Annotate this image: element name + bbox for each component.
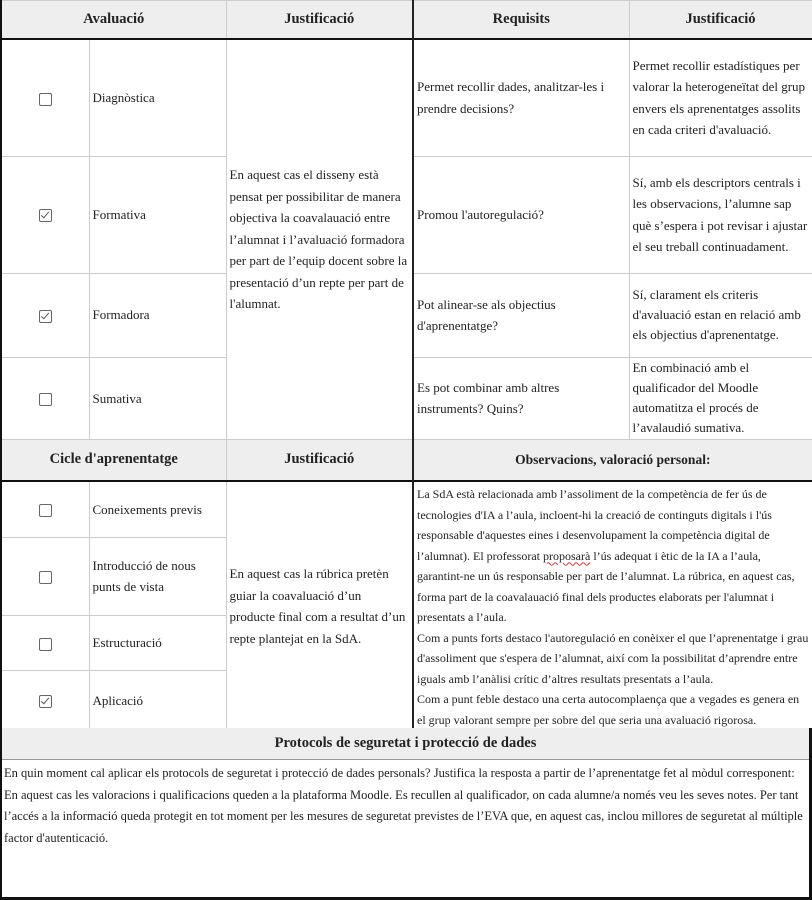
evaluation-header-row: [1, 1, 812, 40]
cycle-justification: En aquest cas la rúbrica pretèn guiar la coavaluació d’un producte final com a resultat d’un repte plantejat en la SdA.: [226, 481, 413, 731]
evaluation-type-label: Formadora: [89, 273, 226, 357]
header-justificacio-cicle: Justificació: [226, 440, 413, 482]
evaluation-type-label: Diagnòstica: [89, 39, 226, 156]
cycle-phase-label: Introducció de nous punts de vista: [89, 537, 226, 615]
header-avaluacio: Avaluació: [1, 1, 226, 40]
requirement-answer: En combinació amb el qualificador del Moodle automatitza el procés de l’avalaudió sumativa.: [629, 357, 812, 440]
observations-paragraph-1: La SdA està relacionada amb l’assoliment de la competència de fer ús de tecnologies d'IA a l’aula, incloent-hi la creació de continguts digitals i l'ús responsable d'aquestes eines i desenvolupament la competència digital de l’alumnat). El professorat proposarà l’ús adequat i ètic de la IA a l’aula, garantint-ne un ús responsable per part de l’alumnat. La rúbrica, en aquest cas, forma part de la coavalauació final dels productes elaborats per l'alumnat i presentats a l’aula.: [417, 487, 795, 624]
protocols-body: [1, 760, 811, 899]
header-justificacio-requisits: Justificació: [629, 1, 812, 40]
requirement-question: Es pot combinar amb altres instruments? Quins?: [413, 357, 629, 440]
cycle-phase-label: Aplicació: [89, 671, 226, 731]
checkbox-cell[interactable]: [1, 357, 89, 440]
requirement-answer: Sí, amb els descriptors centrals i les observacions, l’alumne sap què s’espera i pot revisar i ajustar el seu treball continuadament.: [629, 156, 812, 273]
cycle-row: [1, 481, 812, 537]
header-justificacio: Justificació: [226, 1, 413, 40]
protocols-title: Protocols de seguretat i protecció de dades: [1, 728, 811, 760]
protocols-answer: En aquest cas les valoracions i qualificacions queden a la plataforma Moodle. Es recullen al qualificador, on cada alumne/a només veu les seves notes. Per tant l’accés a la informació queda protegit en tot moment per les mesures de seguretat previstes de l’EVA que, en aquest cas, inclou millores de seguretat al múltiple factor d'autenticació.: [4, 787, 803, 845]
requirement-question: Pot alinear-se als objectius d'aprenentatge?: [413, 273, 629, 357]
checkbox-aplicacio-checked-icon[interactable]: [39, 695, 52, 708]
requirement-answer: Permet recollir estadístiques per valorar la heterogeneïtat del grup envers els aprenentatges assolits en cada criteri d'avaluació.: [629, 39, 812, 156]
header-cicle-aprenentatge: Cicle d'aprenentatge: [1, 440, 226, 482]
checkbox-introduccio-icon[interactable]: [39, 571, 52, 584]
cycle-phase-label: Estructuració: [89, 616, 226, 671]
evaluation-type-label: Sumativa: [89, 357, 226, 440]
protocols-header-row: [1, 728, 811, 760]
learning-cycle-table: [0, 439, 812, 732]
checkbox-cell[interactable]: [1, 273, 89, 357]
checkbox-cell[interactable]: [1, 156, 89, 273]
header-observacions: Observacions, valoració personal:: [413, 440, 812, 482]
observations-text: [413, 481, 812, 731]
evaluation-type-label: Formativa: [89, 156, 226, 273]
requirement-question: Promou l'autoregulació?: [413, 156, 629, 273]
checkbox-cell[interactable]: [1, 671, 89, 731]
checkbox-estructuracio-icon[interactable]: [39, 638, 52, 651]
requirement-answer: Sí, clarament els criteris d'avaluació estan en relació amb els objectius d'aprenentatge.: [629, 273, 812, 357]
observations-paragraph-3: Com a punt feble destaco una certa autocomplaença que a vegades es genera en el grup valorant sempre per sobre del que seria una avaluació rigorosa.: [417, 692, 800, 727]
checkbox-formadora-checked-icon[interactable]: [39, 310, 52, 323]
evaluation-row: [1, 39, 812, 156]
checkbox-cell[interactable]: [1, 39, 89, 156]
checkbox-cell[interactable]: [1, 481, 89, 537]
checkbox-sumativa-icon[interactable]: [39, 393, 52, 406]
checkbox-cell[interactable]: [1, 537, 89, 615]
requirement-question: Permet recollir dades, analitzar-les i prendre decisions?: [413, 39, 629, 156]
observations-paragraph-2: Com a punts forts destaco l'autoregulació en conèixer el que l’aprenentatge i grau d'assoliment que s'espera de l’alumnat, així com la possibilitat d’aprendre entre iguals amb l’anàlisi crític d’altres resultats presentats a l’aula.: [417, 630, 809, 686]
checkbox-coneixements-previs-icon[interactable]: [39, 504, 52, 517]
cycle-header-row: [1, 440, 812, 482]
header-requisits: Requisits: [413, 1, 629, 40]
protocols-body-row: [1, 760, 811, 899]
protocols-question: En quin moment cal aplicar els protocols de seguretat i protecció de dades personals? Justifica la resposta a partir de l’aprenentatge fet al mòdul corresponent:: [4, 766, 795, 780]
checkbox-diagnostica-icon[interactable]: [39, 93, 52, 106]
checkbox-formativa-checked-icon[interactable]: [39, 209, 52, 222]
cycle-phase-label: Coneixements previs: [89, 481, 226, 537]
evaluation-table: [0, 0, 812, 441]
checkbox-cell[interactable]: [1, 616, 89, 671]
protocols-table: [0, 728, 812, 900]
misspelled-word[interactable]: proposarà: [542, 548, 591, 563]
evaluation-justification: En aquest cas el disseny està pensat per possibilitar de manera objectiva la coavalauació entre l’alumnat i l’avaluació formadora per part de l’equip docent sobre la presentació d’un repte per part de l'alumnat.: [226, 39, 413, 440]
